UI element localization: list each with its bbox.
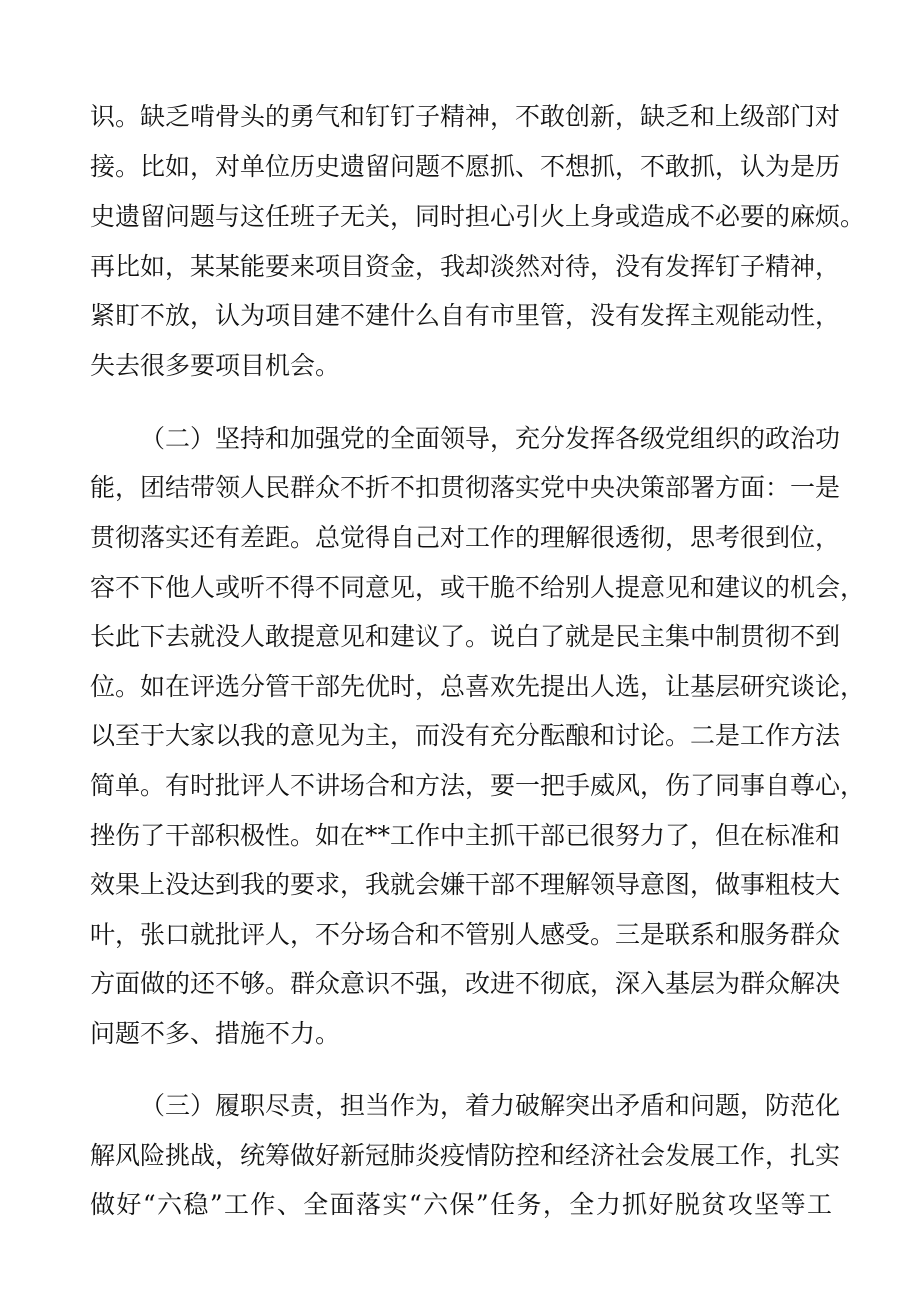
text-line: 再比如，某某能要来项目资金，我却淡然对待，没有发挥钉子精神， — [90, 252, 841, 281]
text-line: 史遗留问题与这任班子无关，同时担心引火上身或造成不必要的麻烦。 — [90, 202, 866, 231]
text-line: 做好“六稳”工作、全面落实“六保”任务，全力抓好脱贫攻坚等工 — [90, 1190, 832, 1219]
text-line: 能，团结带领人民群众不折不扣贯彻落实党中央决策部署方面：一是 — [90, 473, 841, 502]
text-line: 接。比如，对单位历史遗留问题不愿抓、不想抓，不敢抓，认为是历 — [90, 152, 841, 181]
paragraph-heading-line: （二）坚持和加强党的全面领导，充分发挥各级党组织的政治功 — [140, 424, 841, 453]
text-line: 效果上没达到我的要求，我就会嫌干部不理解领导意图，做事粗枝大 — [90, 870, 841, 899]
text-line: 容不下他人或听不得不同意见，或干脆不给别人提意见和建议的机会， — [90, 573, 866, 602]
paragraph-heading-line: （三）履职尽责，担当作为，着力破解突出矛盾和问题，防范化 — [140, 1091, 841, 1120]
text-line: 简单。有时批评人不讲场合和方法，要一把手威风，伤了同事自尊心， — [90, 771, 866, 800]
text-line: 挫伤了干部积极性。如在**工作中主抓干部已很努力了，但在标准和 — [90, 821, 841, 850]
text-line: 问题不多、措施不力。 — [90, 1019, 341, 1048]
text-line: 解风险挑战，统筹做好新冠肺炎疫情防控和经济社会发展工作，扎实 — [90, 1141, 841, 1170]
text-line: 失去很多要项目机会。 — [90, 351, 341, 380]
text-line: 以至于大家以我的意见为主，而没有充分酝酿和讨论。二是工作方法 — [90, 721, 841, 750]
text-line: 贯彻落实还有差距。总觉得自己对工作的理解很透彻，思考很到位， — [90, 523, 841, 552]
text-line: 叶，张口就批评人，不分场合和不管别人感受。三是联系和服务群众 — [90, 920, 841, 949]
text-line: 方面做的还不够。群众意识不强，改进不彻底，深入基层为群众解决 — [90, 969, 841, 998]
text-line: 位。如在评选分管干部先优时，总喜欢先提出人选，让基层研究谈论， — [90, 672, 866, 701]
text-line: 识。缺乏啃骨头的勇气和钉钉子精神，不敢创新，缺乏和上级部门对 — [90, 102, 841, 131]
text-line: 紧盯不放，认为项目建不建什么自有市里管，没有发挥主观能动性， — [90, 301, 841, 330]
text-line: 长此下去就没人敢提意见和建议了。说白了就是民主集中制贯彻不到 — [90, 622, 841, 651]
